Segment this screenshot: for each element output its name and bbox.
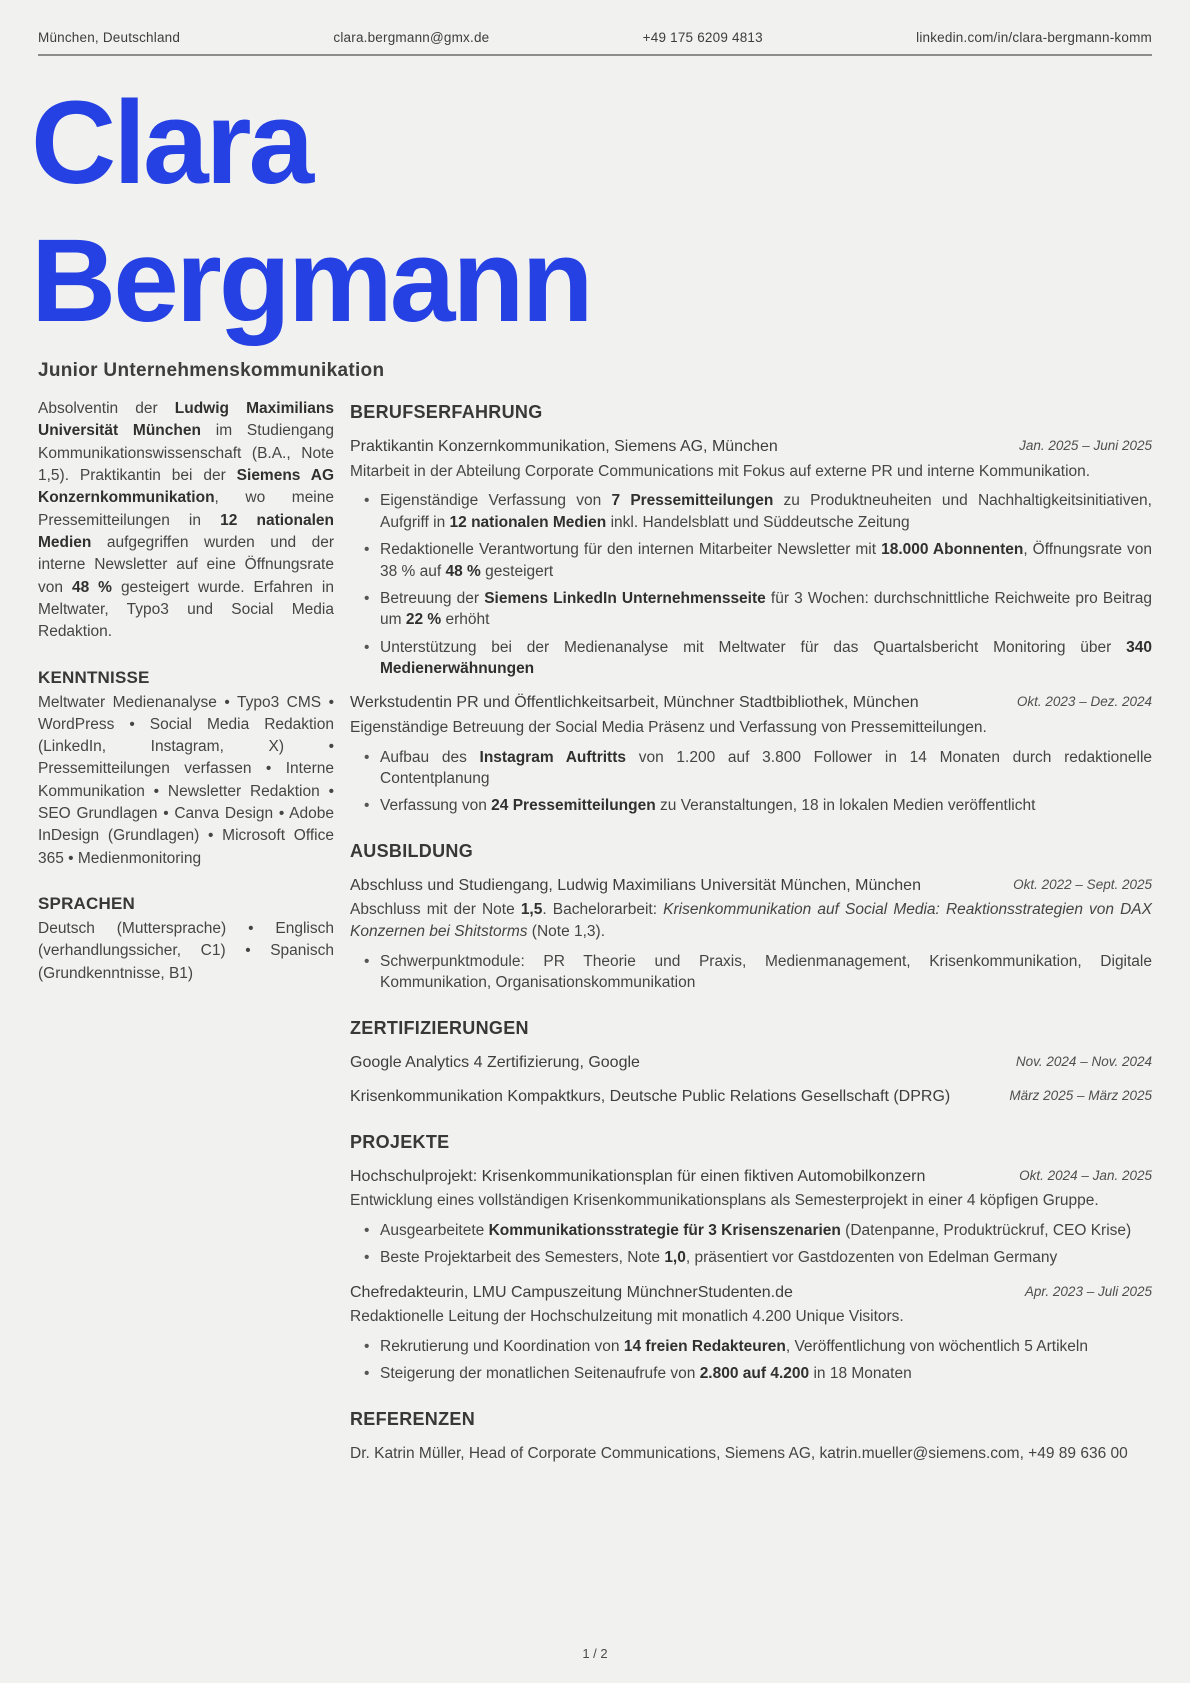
entry-head [350,875,1152,897]
entry-head [350,1166,1152,1188]
text-run: . Bachelorarbeit: [542,901,664,919]
role-title: Junior Unternehmenskommunikation [38,360,385,382]
text-run: zu Veranstaltungen, 18 in lokalen Medien veröffentlicht [655,797,1036,815]
text-run: 24 Pressemitteilungen [491,797,656,815]
entry-summary [350,899,1152,942]
bullet-icon: • [364,748,370,766]
sidebar-sections [38,668,334,985]
section-heading: PROJEKTE [350,1131,450,1152]
entry-head [350,1052,1152,1074]
bullet-item [350,588,1152,631]
entry [350,1052,1152,1074]
text-run: 48 % [445,562,481,580]
section-heading: AUSBILDUNG [350,840,473,861]
bullet-text [380,1247,1152,1268]
entry [350,1166,1152,1269]
bullet-icon: • [364,797,370,815]
entry-summary [350,1190,1152,1212]
content-columns [38,398,1152,1464]
bullet-text [380,951,1152,994]
section-heading: ZERTIFIZIERUNGEN [350,1017,529,1038]
bullet-text [380,1363,1152,1384]
contact-location: München, Deutschland [38,30,181,45]
text-run: 340 Medienerwähnungen [380,638,1152,677]
entry [350,1443,1152,1465]
entry-title: Werkstudentin PR und Öffentlichkeitsarbeit, Münchner Stadtbibliothek, München [350,694,919,712]
bullet-item [350,1336,1152,1357]
text-run: Redaktionelle Verantwortung für den internen Mitarbeiter Newsletter mit [380,541,882,559]
page-number: 1 / 2 [582,1646,608,1661]
entry-summary [350,717,1152,739]
sidebar-section-heading: SPRACHEN [38,894,136,914]
entry [350,1282,1152,1385]
header-divider [38,54,1152,56]
contact-email: clara.bergmann@gmx.de [333,30,490,45]
text-run: Mitarbeit in der Abteilung Corporate Communications mit Fokus auf externe PR und interne Kommunikation. [350,462,1091,480]
text-run: Eigenständige Betreuung der Social Media Präsenz und Verfassung von Pressemitteilungen. [350,718,987,736]
sidebar-section-text: Deutsch (Muttersprache) • Englisch (verhandlungssicher, C1) • Spanisch (Grundkenntnisse, B1) [38,920,334,982]
entry-date: Okt. 2023 – Dez. 2024 [1016,694,1152,710]
text-run: Dr. Katrin Müller, Head of Corporate Communications, Siemens AG, katrin.mueller@siemens.com, +49 89 636 00 [350,1444,1128,1462]
text-run: Beste Projektarbeit des Semesters, Note [380,1249,665,1267]
bullet-text [380,795,1152,816]
text-run: (Datenpanne, Produktrückruf, CEO Krise) [840,1221,1132,1239]
text-run: gesteigert wurde. Erfahren in Meltwater, Typo3 und Social Media Redaktion. [38,578,334,641]
profile-text [38,398,334,643]
entry-head [350,692,1152,714]
text-run: Steigerung der monatlichen Seitenaufrufe von [380,1365,700,1383]
bullet-list [350,1220,1152,1269]
main-section [350,1132,1152,1385]
bullet-icon: • [364,1221,370,1239]
bullet-text [380,637,1152,680]
bullet-item [350,951,1152,994]
entry-title: Krisenkommunikation Kompaktkurs, Deutsche Public Relations Gesellschaft (DPRG) [350,1088,951,1106]
sidebar-section [38,668,334,871]
candidate-first-name: Clara [31,77,312,209]
contact-bar [38,0,1152,45]
text-run: 2.800 auf 4.200 [699,1365,810,1383]
entry-title: Praktikantin Konzernkommunikation, Siemens AG, München [350,438,778,456]
text-run: Entwicklung eines vollständigen Krisenkommunikationsplans als Semesterprojekt in einer 4 köpfigen Gruppe. [350,1192,1099,1210]
text-run: Ludwig Maximilians Universität München [38,400,334,440]
entry-title: Google Analytics 4 Zertifizierung, Google [350,1053,640,1071]
bullet-item [350,747,1152,790]
bullet-icon: • [364,492,370,510]
bullet-item [350,490,1152,533]
text-run: Instagram Auftritts [479,748,627,766]
text-run: 12 nationalen Medien [449,513,607,531]
text-run: 1,0 [664,1249,686,1267]
text-run: 7 Pressemitteilungen [611,492,774,510]
text-run: 14 freien Redakteuren [623,1338,786,1355]
entry-title: Hochschulprojekt: Krisenkommunikationsplan für einen fiktiven Automobilkonzern [350,1167,926,1185]
entry-date: Jan. 2025 – Juni 2025 [1019,438,1152,454]
entry-summary [350,1306,1152,1328]
main-section [350,402,1152,817]
bullet-list [350,951,1152,994]
text-run: Siemens LinkedIn Unternehmensseite [484,589,766,607]
bullet-text [380,1220,1152,1241]
text-run: Redaktionelle Leitung der Hochschulzeitung mit monatlich 4.200 Unique Visitors. [350,1308,904,1326]
bullet-icon: • [364,1338,370,1355]
entry-date: März 2025 – März 2025 [1009,1088,1152,1104]
bullet-icon: • [364,638,370,656]
bullet-list [350,1336,1152,1385]
bullet-item [350,637,1152,680]
text-run: (Note 1,3). [527,923,606,941]
sidebar-section-text: Meltwater Medienanalyse • Typo3 CMS • WordPress • Social Media Redaktion (LinkedIn, Instagram, X) • Pressemitteilungen verfassen • Interne Kommunikation • Newsletter Redaktion • SEO Grundlagen • Canva Design • Adobe InDesign (Grundlagen) • Microsoft Office 365 • Medienmonitoring [38,693,334,867]
bullet-list [350,747,1152,817]
bullet-icon: • [364,541,370,559]
candidate-last-name: Bergmann [31,215,591,348]
text-run: , Öffnungsrate von 38 % auf [380,541,1153,580]
entry-date: Okt. 2024 – Jan. 2025 [1019,1167,1152,1183]
section-heading: REFERENZEN [350,1408,476,1429]
entry-head [350,1282,1152,1304]
text-run: Krisenkommunikation auf Social Media: Reaktionsstrategien von DAX Konzernen bei Shitstorms [350,901,1152,941]
bullet-icon: • [364,1249,370,1267]
sidebar-section [38,894,334,985]
bullet-item [350,1363,1152,1384]
entry-summary [350,1443,1152,1465]
entry [350,692,1152,816]
text-run: gesteigert [480,562,554,580]
bullet-text [380,1336,1152,1357]
entry-title: Chefredakteurin, LMU Campuszeitung MünchnerStudenten.de [350,1283,793,1301]
text-run: 1,5 [520,901,543,919]
entry-head [350,1086,1152,1108]
bullet-item [350,1220,1152,1241]
entry-summary [350,461,1152,483]
entry-head [350,436,1152,458]
text-run: Eigenständige Verfassung von [380,492,612,510]
text-run: Betreuung der [380,589,485,607]
text-run: erhöht [441,611,490,629]
text-run: von 1.200 auf 3.800 Follower in 14 Monaten durch redaktionelle Contentplanung [380,748,1153,788]
left-column [38,398,334,1464]
text-run: Siemens AG Konzernkommunikation [38,467,334,507]
bullet-icon: • [364,589,370,607]
text-run: Aufbau des [380,748,480,766]
text-run: Kommunikationsstrategie für 3 Krisenszenarien [488,1221,841,1239]
text-run: 18.000 Abonnenten [881,541,1024,559]
bullet-icon: • [364,952,370,970]
right-column [350,398,1152,1464]
entry-title: Abschluss und Studiengang, Ludwig Maximilians Universität München, München [350,876,921,894]
text-run: Absolventin der [38,400,175,418]
main-section [350,841,1152,994]
text-run: Schwerpunktmodule: PR Theorie und Praxis, Medienmanagement, Krisenkommunikation, Digitale Kommunikation, Organisationskommunikation [380,952,1152,992]
text-run: Ausgearbeitete [380,1221,489,1239]
text-run: aufgegriffen wurden und der interne Newsletter auf eine Öffnungsrate von [38,533,334,596]
bullet-text [380,747,1152,790]
text-run: 12 nationalen Medien [38,511,334,551]
text-run: Unterstützung bei der Medienanalyse mit Meltwater für das Quartalsbericht Monitoring über [380,638,1127,656]
bullet-icon: • [364,1365,370,1383]
bullet-item [350,539,1152,582]
main-sections [350,402,1152,1464]
main-section [350,1018,1152,1108]
text-run: 48 % [71,578,112,596]
contact-phone: +49 175 6209 4813 [642,30,763,45]
entry-date: Apr. 2023 – Juli 2025 [1024,1283,1152,1299]
main-section [350,1409,1152,1465]
text-run: zu Produktneuheiten und Nachhaltigkeitsinitiativen, Aufgriff in [380,492,1152,531]
text-run: in 18 Monaten [809,1365,912,1383]
candidate-name [31,74,1152,350]
bullet-text [380,490,1152,533]
text-run: 22 % [405,611,442,629]
bullet-text [380,588,1152,631]
bullet-text [380,539,1152,582]
text-run: Abschluss mit der Note [350,901,521,919]
text-run: Rekrutierung und Koordination von [380,1338,624,1355]
entry [350,436,1152,679]
section-heading: BERUFSERFAHRUNG [350,402,543,423]
sidebar-section-heading: KENNTNISSE [38,667,150,687]
text-run: , präsentiert vor Gastdozenten von Edelman Germany [685,1249,1058,1267]
entry-date: Okt. 2022 – Sept. 2025 [1013,876,1152,892]
text-run: , wo meine Pressemitteilungen in [38,489,334,529]
contact-linkedin: linkedin.com/in/clara-bergmann-komm [916,30,1152,45]
text-run: für 3 Wochen: durchschnittliche Reichweite pro Beitrag um [380,589,1153,629]
text-run: Verfassung von [380,797,492,815]
text-run: inkl. Handelsblatt und Süddeutsche Zeitung [606,513,910,531]
bullet-item [350,795,1152,816]
bullet-item [350,1247,1152,1268]
bullet-list [350,490,1152,679]
entry-date: Nov. 2024 – Nov. 2024 [1015,1053,1152,1069]
text-run: , Veröffentlichung von wöchentlich 5 Artikeln [785,1338,1088,1355]
entry [350,1086,1152,1108]
text-run: im Studiengang Kommunikationswissenschaft (B.A., Note 1,5). Praktikantin bei der [38,422,334,485]
entry [350,875,1152,994]
